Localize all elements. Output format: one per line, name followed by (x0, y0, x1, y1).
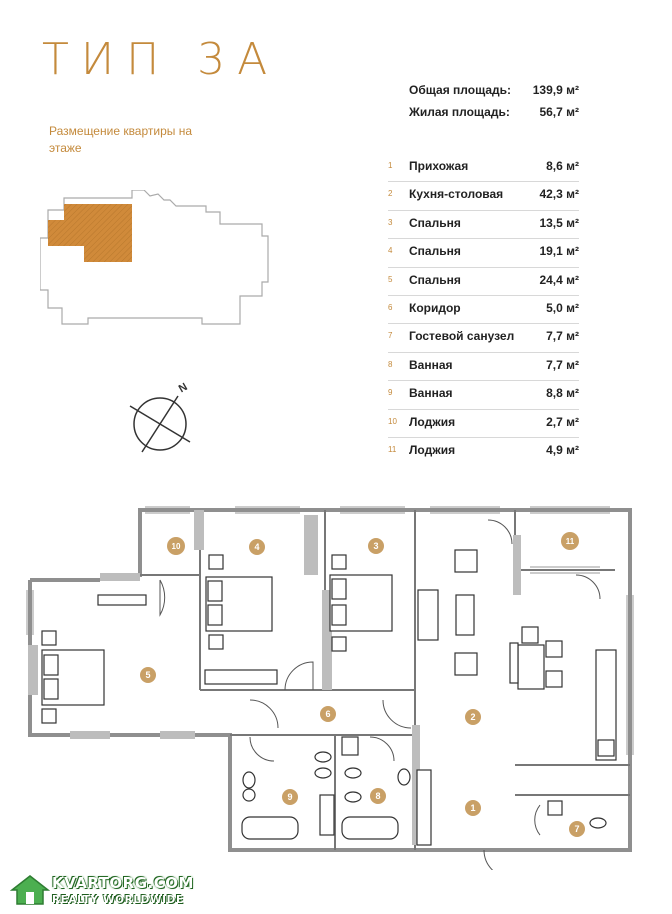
compass-icon (126, 380, 206, 460)
page-title: ТИП 3А (42, 34, 280, 85)
room-area: 7,7 м² (546, 357, 579, 372)
marker-11: 11 (565, 537, 575, 546)
room-row (388, 381, 579, 409)
marker-8: 8 (375, 791, 381, 801)
living-area-row (409, 105, 579, 119)
room-area: 4,9 м² (546, 442, 579, 457)
room-list (388, 154, 579, 465)
marker-5: 5 (145, 670, 151, 680)
room-name: Гостевой санузел (409, 329, 515, 344)
room-name: Лоджия (409, 414, 456, 429)
room-number: 8 (388, 359, 393, 369)
room-name: Спальня (409, 215, 461, 230)
marker-4: 4 (254, 542, 260, 552)
room-row (388, 410, 579, 438)
living-area-value: 56,7 м² (539, 105, 579, 119)
marker-10: 10 (171, 542, 181, 551)
marker-3: 3 (373, 541, 379, 551)
marker-9: 9 (287, 792, 293, 802)
room-area: 19,1 м² (539, 244, 579, 259)
room-name: Кухня-столовая (409, 187, 504, 202)
room-area: 8,6 м² (546, 159, 579, 173)
marker-7: 7 (574, 824, 580, 834)
room-row (388, 239, 579, 267)
room-name: Коридор (409, 300, 461, 315)
room-name: Ванная (409, 357, 453, 372)
room-number: 3 (388, 217, 393, 227)
room-area: 42,3 м² (539, 187, 579, 202)
room-number: 1 (388, 161, 393, 170)
room-row (388, 353, 579, 381)
room-number: 10 (388, 416, 397, 426)
living-area-label: Жилая площадь: (409, 105, 510, 119)
room-name: Лоджия (409, 442, 456, 457)
room-area: 7,7 м² (546, 329, 579, 344)
room-area: 2,7 м² (546, 414, 579, 429)
marker-1: 1 (470, 803, 476, 813)
room-row (388, 182, 579, 210)
room-row (388, 438, 579, 465)
total-area-row (409, 83, 579, 97)
room-number: 7 (388, 331, 393, 341)
room-area: 24,4 м² (539, 272, 579, 287)
room-name: Спальня (409, 244, 461, 259)
compass-north-label: N (176, 380, 190, 396)
room-row (388, 324, 579, 352)
floor-keyplan (40, 190, 280, 340)
floor-plan (0, 495, 672, 870)
placement-label: Размещение квартиры на этаже (49, 124, 193, 155)
room-number: 4 (388, 246, 393, 256)
room-name: Ванная (409, 386, 453, 401)
room-number: 5 (388, 274, 393, 284)
watermark-subtitle: REALTY WORLDWIDE (52, 894, 184, 906)
total-area-label: Общая площадь: (409, 83, 512, 97)
room-area: 5,0 м² (546, 300, 579, 315)
room-row (388, 154, 579, 182)
room-row (388, 296, 579, 324)
room-number: 6 (388, 302, 393, 312)
room-row (388, 268, 579, 296)
room-name: Спальня (409, 272, 461, 287)
marker-2: 2 (470, 712, 476, 722)
marker-6: 6 (325, 709, 331, 719)
room-row (388, 211, 579, 239)
room-number: 9 (388, 388, 393, 398)
room-name: Прихожая (409, 159, 469, 173)
total-area-value: 139,9 м² (532, 83, 579, 97)
room-area: 13,5 м² (539, 215, 579, 230)
room-number: 2 (388, 189, 393, 199)
room-area: 8,8 м² (546, 386, 579, 401)
room-number: 11 (388, 444, 397, 454)
watermark-title: KVARTORG.COM (52, 874, 194, 892)
